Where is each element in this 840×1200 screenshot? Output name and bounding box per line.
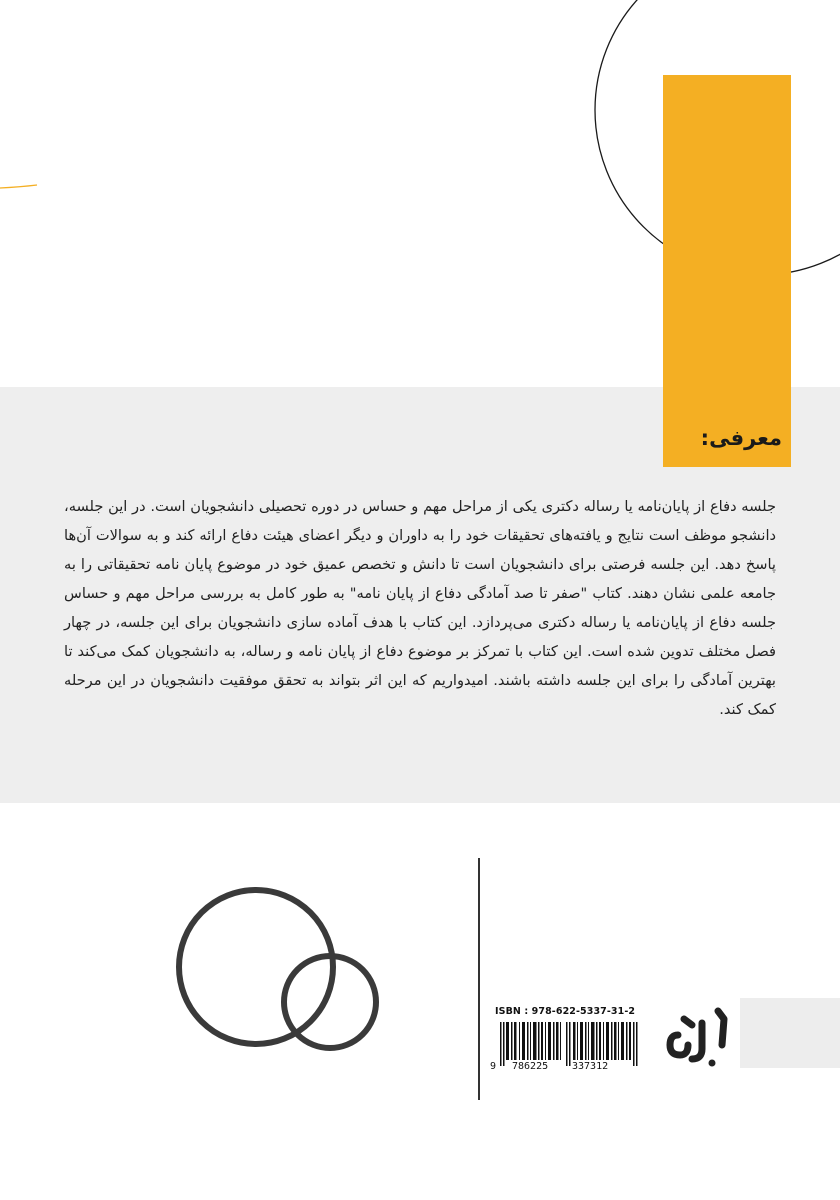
- logo-background: [740, 998, 840, 1068]
- publisher-logo-icon: [662, 1005, 734, 1069]
- accent-panel: [663, 75, 791, 467]
- section-heading: معرفی:: [700, 426, 782, 450]
- yellow-arc-icon: [0, 185, 37, 188]
- barcode-icon: [500, 1022, 638, 1066]
- isbn-label: ISBN : 978-622-5337-31-2: [495, 1006, 636, 1017]
- barcode-digit-lead: 9: [490, 1061, 497, 1072]
- barcode-digit-group-2: 337312: [572, 1061, 609, 1072]
- overlapping-circles-icon: [170, 880, 390, 1070]
- barcode-digit-group-1: 786225: [512, 1061, 549, 1072]
- description-paragraph: جلسه دفاع از پایان‌نامه یا رساله دکتری یکی از مراحل مهم و حساس در دوره تحصیلی دانشجویان است. در این جلسه، دانشجو موظف است نتایج و یافته‌های تحقیقات خود را به داوران و دیگر اعضای هیئت دفاع ارائه کند و به سوالات آن‌ها پاسخ دهد. این جلسه فرصتی برای دانشجویان است تا دانش و تخصص عمیق خود در موضوع پایان نامه تحقیقاتی را به جامعه علمی نشان دهند. کتاب "صفر تا صد آمادگی دفاع از پایان نامه" به طور کامل به بررسی مراحل مهم و حساس جلسه دفاع از پایان‌نامه یا رساله دکتری می‌پردازد. این کتاب با هدف آماده سازی دانشجویان برای این جلسه، در چهار فصل مختلف تدوین شده است. این کتاب با تمرکز بر موضوع دفاع از پایان نامه و رساله، به دانشجویان کمک می‌کند تا بهترین آمادگی را برای این جلسه داشته باشند. امیدواریم که این اثر بتواند به تحقق موفقیت دانشجویان در این مرحله کمک کند.: [64, 498, 776, 718]
- vertical-divider: [478, 858, 480, 1100]
